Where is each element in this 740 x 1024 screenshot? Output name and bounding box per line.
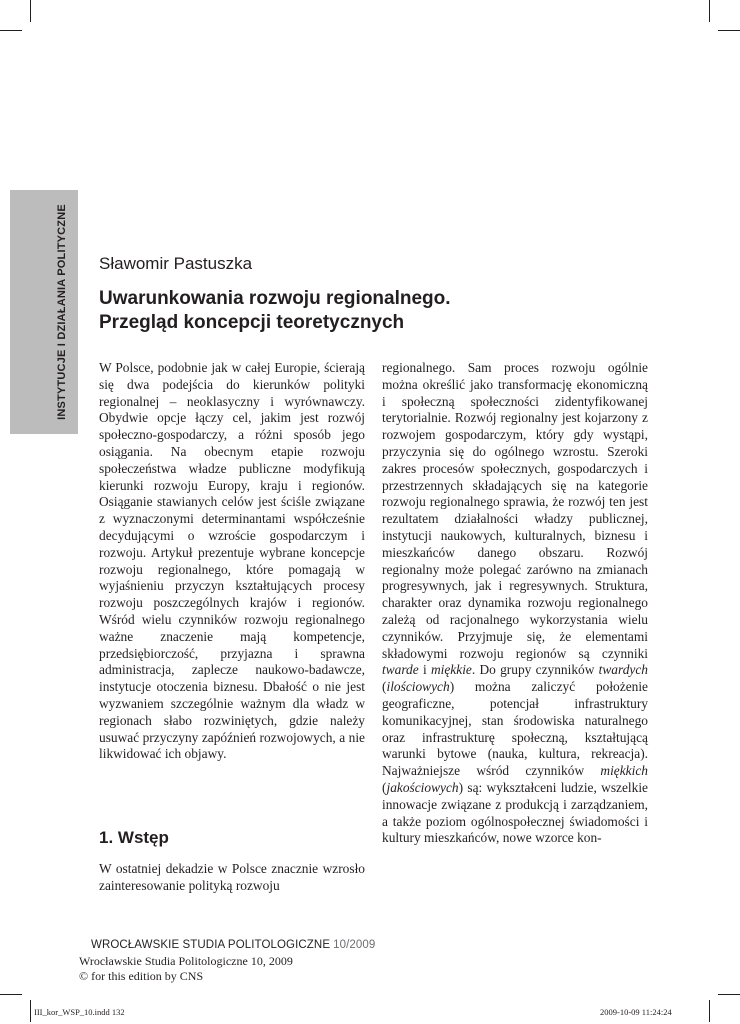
- body-text: [382, 360, 648, 847]
- body-part: regionalnego. Sam proces rozwoju ogólnie można określić jako transformację ekonomiczną i społeczną społeczności zidentyfikowanej terytorialnie. Rozwój regionalny jest kojarzony z rozwojem gospodarczym, który gdy wystąpi, przyczynia się do ogólnego wzrostu. Szeroki zakres procesów społecznych, gospodarczych i przestrzennych składających się na kategorie rozwoju regionalnego sprawia, że rozwój ten jest rezultatem działalności władzy publicznej, instytucji naukowych, kulturalnych, biznesu i mieszkańców danego obszaru. Rozwój regionalny może polegać zarówno na zmianach progresywnych, jak i regresywnych. Struktura, charakter oraz dynamika rozwoju regionalnego zależą od racjonalnego wykorzystania wielu czynników. Przyjmuje się, że elementami składowymi rozwoju regionów są czynniki: [382, 360, 648, 661]
- abstract-text: W Polsce, podobnie jak w całej Europie, ścierają się dwa podejścia do kierunków polityki regionalnej – neoklasyczny i wyrównawczy. Obydwie opcje łączy cel, jakim jest rozwój społeczno-gospodarczy, a różni sposób jego osiągania. Na obecnym etapie rozwoju społeczeństwa władze publiczne modyfikują kierunki rozwoju Europy, kraju i regionów. Osiąganie stawianych celów jest ściśle związane z wyznaczonymi determinantami współcześnie decydującymi o wzroście gospodarczym i rozwoju. Artykuł prezentuje wybrane koncepcje rozwoju regionalnego, które pomagają w wyjaśnieniu przyczyn kształtujących procesy rozwoju poszczególnych krajów i regionów. Wśród wielu czynników rozwoju regionalnego ważne znaczenie mają kompetencje, przedsiębiorczość, przyjazna i sprawna administracja, zaplecze naukowo-badawcze, instytucje otoczenia biznesu. Dbałość o nie jest wyzwaniem szczególnie ważnym dla władz w regionach słabo rozwiniętych, gdzie należy usuwać przyczyny zapóźnień rozwojowych, a nie likwidować ich objawy.: [99, 360, 365, 762]
- journal-name: [79, 938, 479, 954]
- title-line-1: Uwarunkowania rozwoju regionalnego.: [99, 288, 451, 309]
- journal-title: WROCŁAWSKIE STUDIA POLITOLOGICZNE: [91, 939, 331, 951]
- body-column: [382, 360, 648, 847]
- side-tab-label: INSTYTUCJE I DZIAŁANIA POLITYCZNE: [56, 204, 68, 420]
- journal-issue: 10/2009: [333, 939, 376, 951]
- body-emphasis: miękkie: [430, 662, 472, 678]
- print-timestamp-slug: 2009-10-09 11:24:24: [600, 1007, 672, 1017]
- body-part: . Do grupy czynników: [471, 662, 599, 678]
- crop-mark: [30, 1000, 31, 1022]
- article-author: Sławomir Pastuszka: [99, 254, 253, 273]
- crop-mark: [30, 0, 31, 22]
- copyright-line: © for this edition by CNS: [79, 969, 204, 983]
- body-part: ) można zaliczyć położenie geograficzne, potencjał infrastruktury komunikacyjnej, stan środowiska naturalnego oraz infrastrukturę społeczną, kształtującą warunki bytowe (nauka, kultura, rekreacja). Najważniejsze wśród czynników: [382, 679, 648, 779]
- crop-mark: [0, 994, 22, 995]
- body-emphasis: ilościowych: [386, 679, 450, 695]
- body-part: (: [382, 679, 387, 695]
- crop-mark: [709, 0, 710, 22]
- body-emphasis: miękkich: [600, 763, 648, 779]
- section-side-tab: [10, 190, 78, 434]
- page-footer: [79, 938, 479, 985]
- section-heading: 1. Wstęp: [99, 828, 169, 847]
- title-line-2: Przegląd koncepcji teoretycznych: [99, 312, 405, 333]
- print-file-slug: III_kor_WSP_10.indd 132: [34, 1007, 125, 1017]
- crop-mark: [718, 994, 740, 995]
- crop-mark: [718, 30, 740, 31]
- body-part: i: [418, 662, 431, 678]
- abstract-column: [99, 360, 365, 763]
- intro-text: W ostatniej dekadzie w Polsce znacznie wzrosło zainteresowanie polityką rozwoju: [99, 861, 365, 893]
- body-part: (: [382, 779, 387, 795]
- body-emphasis: jakościowych: [386, 779, 459, 795]
- body-emphasis: twarde: [382, 662, 419, 678]
- crop-mark: [709, 1000, 710, 1022]
- intro-column: [99, 861, 365, 895]
- citation-line: Wrocławskie Studia Politologiczne 10, 2009: [79, 953, 293, 968]
- crop-mark: [0, 30, 22, 31]
- body-part: ) są: wykształceni ludzie, wszelkie innowacje związane z produkcją i zarządzaniem, a także poziom ogólnospołecznej świadomości i kultury mieszkańców, nowe wzorce kon-: [382, 779, 648, 846]
- body-emphasis: twardych: [598, 662, 648, 678]
- article-title: [99, 287, 659, 335]
